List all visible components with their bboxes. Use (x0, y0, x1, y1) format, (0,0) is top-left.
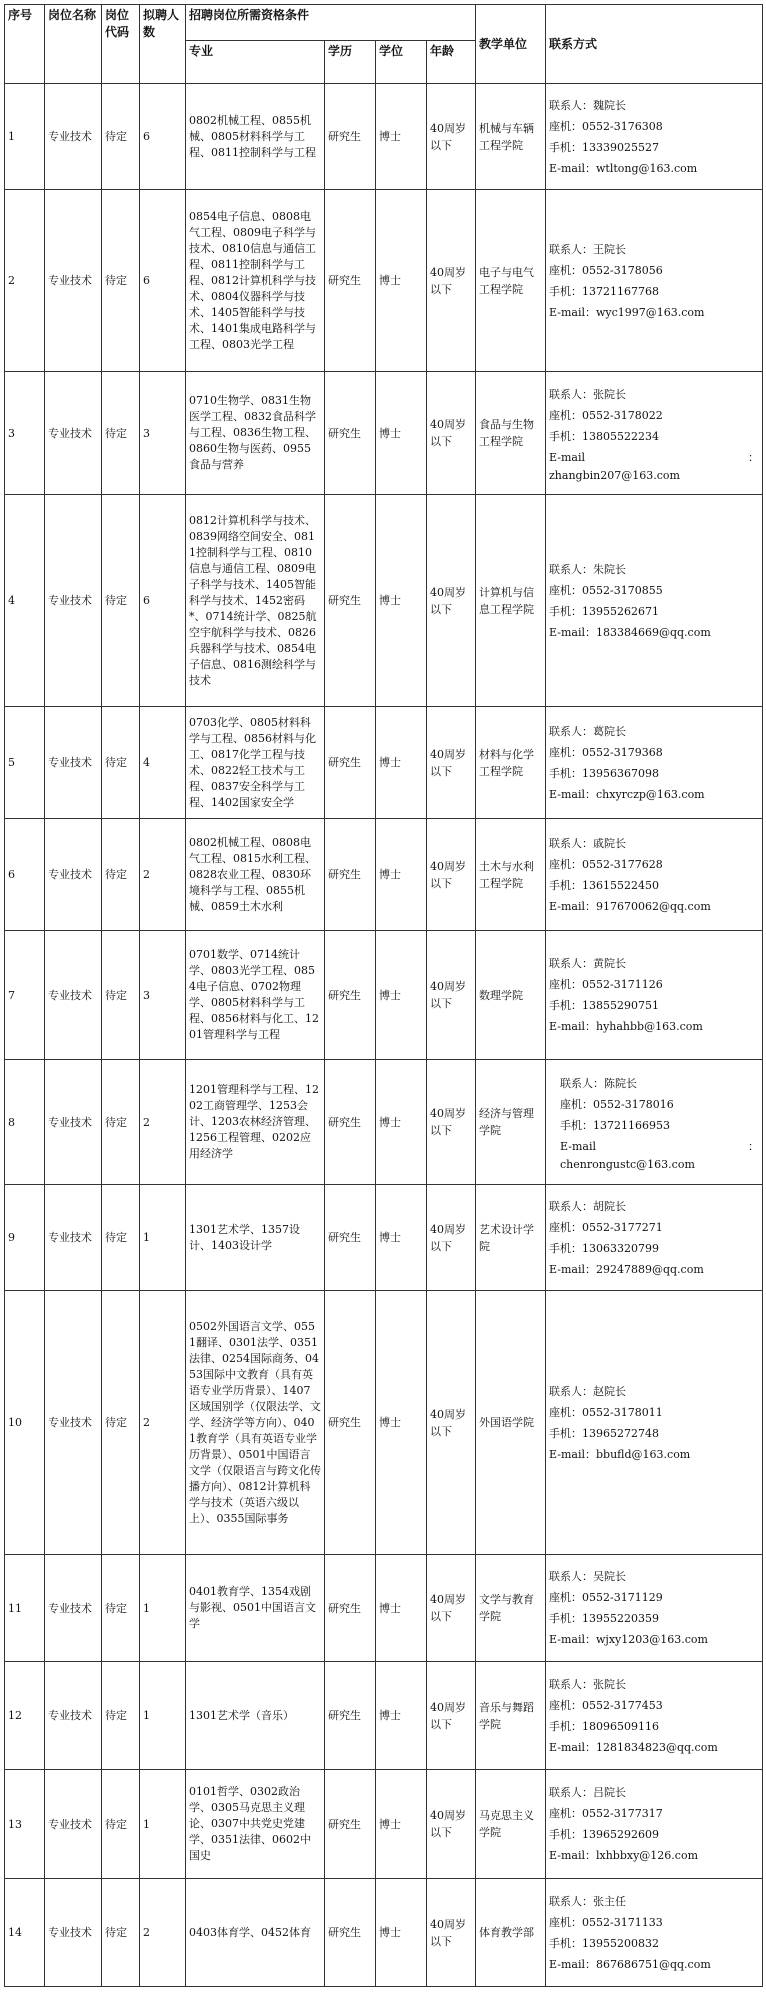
cell-age: 40周岁以下 (427, 707, 476, 819)
cell-education: 研究生 (325, 707, 376, 819)
cell-planned-count: 2 (140, 1060, 186, 1185)
cell-education: 研究生 (325, 1770, 376, 1879)
cell-position-code: 待定 (102, 1770, 140, 1879)
contact-phone: 座机：0552-3170855 (549, 583, 663, 597)
header-position-code: 岗位代码 (102, 5, 140, 84)
contact-phone: 座机：0552-3171133 (549, 1915, 663, 1929)
contact-phone: 座机：0552-3178011 (549, 1405, 663, 1419)
table-row (5, 1185, 763, 1291)
contact-person: 联系人：王院长 (549, 242, 627, 256)
cell-position-name: 专业技术 (45, 1770, 102, 1879)
cell-degree: 博士 (376, 707, 427, 819)
cell-contact (546, 1879, 763, 1987)
cell-contact (546, 1060, 763, 1185)
cell-planned-count: 3 (140, 372, 186, 495)
cell-position-code: 待定 (102, 1879, 140, 1987)
cell-teaching-unit: 外国语学院 (476, 1291, 546, 1555)
cell-major: 0854电子信息、0808电气工程、0809电子科学与技术、0810信息与通信工程、0811控制科学与工程、0812计算机科学与技术、0804仪器科学与技术、1405智能科学与技术、1401集成电路科学与工程、0803光学工程 (186, 190, 325, 372)
contact-mobile: 手机：13805522234 (549, 429, 659, 443)
contact-mobile: 手机：13955262671 (549, 604, 659, 618)
cell-seq: 4 (5, 495, 45, 707)
table-row (5, 1291, 763, 1555)
cell-age: 40周岁以下 (427, 1291, 476, 1555)
cell-teaching-unit: 土木与水利工程学院 (476, 819, 546, 931)
cell-degree: 博士 (376, 372, 427, 495)
table-row (5, 1662, 763, 1770)
cell-position-code: 待定 (102, 707, 140, 819)
cell-education: 研究生 (325, 190, 376, 372)
cell-teaching-unit: 食品与生物工程学院 (476, 372, 546, 495)
cell-planned-count: 4 (140, 707, 186, 819)
cell-degree: 博士 (376, 931, 427, 1060)
cell-major: 0710生物学、0831生物医学工程、0832食品科学与工程、0836生物工程、0860生物与医药、0955食品与营养 (186, 372, 325, 495)
cell-age: 40周岁以下 (427, 84, 476, 190)
cell-teaching-unit: 电子与电气工程学院 (476, 190, 546, 372)
table-row (5, 707, 763, 819)
cell-teaching-unit: 音乐与舞蹈学院 (476, 1662, 546, 1770)
cell-planned-count: 2 (140, 1291, 186, 1555)
cell-teaching-unit: 计算机与信息工程学院 (476, 495, 546, 707)
cell-degree: 博士 (376, 819, 427, 931)
cell-contact (546, 931, 763, 1060)
cell-seq: 9 (5, 1185, 45, 1291)
cell-planned-count: 1 (140, 1555, 186, 1662)
cell-position-name: 专业技术 (45, 707, 102, 819)
header-planned-count: 拟聘人数 (140, 5, 186, 84)
cell-seq: 5 (5, 707, 45, 819)
cell-contact (546, 1770, 763, 1879)
contact-mobile: 手机：13615522450 (549, 878, 659, 892)
cell-degree: 博士 (376, 1185, 427, 1291)
contact-person: 联系人：张主任 (549, 1894, 627, 1908)
cell-seq: 1 (5, 84, 45, 190)
cell-age: 40周岁以下 (427, 372, 476, 495)
cell-contact (546, 707, 763, 819)
cell-education: 研究生 (325, 84, 376, 190)
cell-age: 40周岁以下 (427, 1185, 476, 1291)
cell-major: 1301艺术学、1357设计、1403设计学 (186, 1185, 325, 1291)
contact-email-address: chenrongustc@163.com (560, 1157, 695, 1171)
contact-email (549, 447, 759, 468)
table-body (5, 84, 763, 1987)
cell-position-name: 专业技术 (45, 1879, 102, 1987)
cell-degree: 博士 (376, 1291, 427, 1555)
contact-person: 联系人：吴院长 (549, 1570, 627, 1583)
cell-planned-count: 6 (140, 84, 186, 190)
cell-contact (546, 1555, 763, 1662)
contact-phone: 座机：0552-3177628 (549, 857, 663, 871)
cell-major: 1201管理科学与工程、1202工商管理学、1253会计、1203农林经济管理、1256工程管理、0202应用经济学 (186, 1060, 325, 1185)
contact-person: 联系人：张院长 (549, 1677, 627, 1691)
contact-email: E-mail：chxyrczp@163.com (549, 787, 705, 801)
cell-age: 40周岁以下 (427, 931, 476, 1060)
cell-seq: 7 (5, 931, 45, 1060)
contact-email: E-mail：bbufld@163.com (549, 1447, 691, 1461)
cell-age: 40周岁以下 (427, 1555, 476, 1662)
cell-education: 研究生 (325, 1662, 376, 1770)
table-row (5, 931, 763, 1060)
cell-degree: 博士 (376, 84, 427, 190)
cell-position-code: 待定 (102, 819, 140, 931)
contact-phone: 座机：0552-3177453 (549, 1698, 663, 1712)
contact-person: 联系人：朱院长 (549, 562, 627, 576)
email-separator: ： (748, 450, 760, 464)
cell-education: 研究生 (325, 1060, 376, 1185)
cell-position-name: 专业技术 (45, 84, 102, 190)
cell-degree: 博士 (376, 495, 427, 707)
cell-position-code: 待定 (102, 190, 140, 372)
cell-age: 40周岁以下 (427, 495, 476, 707)
contact-person: 联系人：黄院长 (549, 957, 627, 970)
cell-planned-count: 2 (140, 819, 186, 931)
contact-email: E-mail：183384669@qq.com (549, 625, 711, 639)
cell-age: 40周岁以下 (427, 1879, 476, 1987)
header-seq: 序号 (5, 5, 45, 84)
cell-contact (546, 372, 763, 495)
contact-person: 联系人：陈院长 (560, 1076, 638, 1090)
cell-position-name: 专业技术 (45, 1291, 102, 1555)
contact-person: 联系人：戚院长 (549, 836, 627, 850)
cell-degree: 博士 (376, 1060, 427, 1185)
cell-position-name: 专业技术 (45, 1555, 102, 1662)
cell-planned-count: 1 (140, 1770, 186, 1879)
cell-teaching-unit: 文学与教育学院 (476, 1555, 546, 1662)
cell-major: 1301艺术学（音乐） (186, 1662, 325, 1770)
contact-email-address: zhangbin207@163.com (549, 468, 680, 482)
contact-phone: 座机：0552-3178022 (549, 408, 663, 422)
table-row (5, 1555, 763, 1662)
cell-seq: 2 (5, 190, 45, 372)
cell-position-code: 待定 (102, 1555, 140, 1662)
cell-age: 40周岁以下 (427, 1770, 476, 1879)
cell-major: 0101哲学、0302政治学、0305马克思主义理论、0307中共党史党建学、0351法律、0602中国史 (186, 1770, 325, 1879)
cell-position-name: 专业技术 (45, 1662, 102, 1770)
contact-mobile: 手机：13721166953 (560, 1118, 670, 1132)
email-separator: ： (748, 1139, 760, 1153)
table-row (5, 190, 763, 372)
cell-age: 40周岁以下 (427, 1662, 476, 1770)
contact-person: 联系人：胡院长 (549, 1199, 627, 1213)
cell-planned-count: 1 (140, 1662, 186, 1770)
cell-position-code: 待定 (102, 1185, 140, 1291)
contact-person: 联系人：张院长 (549, 387, 627, 401)
cell-teaching-unit: 马克思主义学院 (476, 1770, 546, 1879)
cell-seq: 10 (5, 1291, 45, 1555)
cell-education: 研究生 (325, 495, 376, 707)
cell-seq: 12 (5, 1662, 45, 1770)
cell-degree: 博士 (376, 1879, 427, 1987)
contact-phone: 座机：0552-3171129 (549, 1591, 663, 1604)
table-row (5, 1060, 763, 1185)
cell-planned-count: 6 (140, 495, 186, 707)
contact-person: 联系人：魏院长 (549, 98, 627, 112)
email-label: E-mail (560, 1139, 596, 1153)
contact-phone: 座机：0552-3178016 (560, 1097, 674, 1111)
contact-phone: 座机：0552-3178056 (549, 263, 663, 277)
cell-major: 0812计算机科学与技术、0839网络空间安全、0811控制科学与工程、0810信息与通信工程、0809电子科学与技术、1405智能科学与技术、1452密码*、0714统计学、0825航空宇航科学与技术、0826兵器科学与技术、0854电子信息、0816测绘科学与技术 (186, 495, 325, 707)
table-row (5, 1770, 763, 1879)
cell-degree: 博士 (376, 1555, 427, 1662)
contact-email: E-mail：867686751@qq.com (549, 1957, 711, 1971)
cell-position-name: 专业技术 (45, 372, 102, 495)
header-major: 专业 (186, 41, 325, 84)
header-degree: 学位 (376, 41, 427, 84)
contact-email: E-mail：wjxy1203@163.com (549, 1633, 708, 1646)
contact-mobile: 手机：13855290751 (549, 999, 659, 1012)
cell-position-code: 待定 (102, 372, 140, 495)
cell-contact (546, 84, 763, 190)
contact-mobile: 手机：13956367098 (549, 766, 659, 780)
table-row (5, 1879, 763, 1987)
cell-teaching-unit: 经济与管理学院 (476, 1060, 546, 1185)
table-row (5, 495, 763, 707)
cell-position-code: 待定 (102, 84, 140, 190)
cell-position-code: 待定 (102, 931, 140, 1060)
cell-seq: 11 (5, 1555, 45, 1662)
contact-mobile: 手机：13721167768 (549, 284, 659, 298)
cell-contact (546, 1662, 763, 1770)
cell-major: 0703化学、0805材料科学与工程、0856材料与化工、0817化学工程与技术、0822轻工技术与工程、0837安全科学与工程、1402国家安全学 (186, 707, 325, 819)
header-teaching-unit: 教学单位 (476, 5, 546, 84)
cell-major: 0403体育学、0452体育 (186, 1879, 325, 1987)
cell-major: 0701数学、0714统计学、0803光学工程、0854电子信息、0702物理学、0805材料科学与工程、0856材料与化工、1201管理科学与工程 (186, 931, 325, 1060)
cell-contact (546, 1291, 763, 1555)
cell-education: 研究生 (325, 1555, 376, 1662)
cell-teaching-unit: 数理学院 (476, 931, 546, 1060)
contact-mobile: 手机：13965272748 (549, 1426, 659, 1440)
header-education: 学历 (325, 41, 376, 84)
contact-mobile: 手机：18096509116 (549, 1719, 659, 1733)
cell-position-code: 待定 (102, 1662, 140, 1770)
cell-position-name: 专业技术 (45, 819, 102, 931)
cell-planned-count: 2 (140, 1879, 186, 1987)
cell-major: 0802机械工程、0808电气工程、0815水利工程、0828农业工程、0830环境科学与工程、0855机械、0859土木水利 (186, 819, 325, 931)
cell-seq: 14 (5, 1879, 45, 1987)
cell-education: 研究生 (325, 1291, 376, 1555)
header-age: 年龄 (427, 41, 476, 84)
cell-position-name: 专业技术 (45, 495, 102, 707)
header-position-name: 岗位名称 (45, 5, 102, 84)
contact-mobile: 手机：13955220359 (549, 1612, 659, 1625)
contact-email: E-mail：29247889@qq.com (549, 1262, 704, 1276)
cell-degree: 博士 (376, 1662, 427, 1770)
contact-mobile: 手机：13965292609 (549, 1828, 659, 1841)
contact-person: 联系人：吕院长 (549, 1786, 627, 1799)
cell-planned-count: 6 (140, 190, 186, 372)
contact-mobile: 手机：13955200832 (549, 1936, 659, 1950)
contact-phone: 座机：0552-3177317 (549, 1807, 663, 1820)
cell-seq: 13 (5, 1770, 45, 1879)
cell-major: 0502外国语言文学、0551翻译、0301法学、0351法律、0254国际商务、0453国际中文教育（具有英语专业学历背景）、1407区域国别学（仅限法学、文学、经济学等方向）、0401教育学（具有英语专业学历背景）、0501中国语言文学（仅限语言与跨文化传播方向）、0812计算机科学与技术（英语六级以上）、0355国际事务 (186, 1291, 325, 1555)
cell-major: 0802机械工程、0855机械、0805材料科学与工程、0811控制科学与工程 (186, 84, 325, 190)
cell-contact (546, 1185, 763, 1291)
contact-email: E-mail：wtltong@163.com (549, 161, 698, 175)
cell-education: 研究生 (325, 931, 376, 1060)
cell-seq: 6 (5, 819, 45, 931)
email-label: E-mail (549, 450, 585, 464)
cell-age: 40周岁以下 (427, 190, 476, 372)
cell-teaching-unit: 体育教学部 (476, 1879, 546, 1987)
cell-teaching-unit: 艺术设计学院 (476, 1185, 546, 1291)
contact-phone: 座机：0552-3177271 (549, 1220, 663, 1234)
cell-education: 研究生 (325, 1879, 376, 1987)
cell-major: 0401教育学、1354戏剧与影视、0501中国语言文学 (186, 1555, 325, 1662)
header-contact: 联系方式 (546, 5, 763, 84)
recruitment-table (4, 4, 763, 1987)
table-row (5, 819, 763, 931)
contact-email (560, 1136, 759, 1157)
contact-phone: 座机：0552-3176308 (549, 119, 663, 133)
cell-seq: 8 (5, 1060, 45, 1185)
contact-email: E-mail：hyhahbb@163.com (549, 1020, 703, 1033)
table-row (5, 84, 763, 190)
cell-position-code: 待定 (102, 1291, 140, 1555)
contact-phone: 座机：0552-3179368 (549, 745, 663, 759)
contact-person: 联系人：赵院长 (549, 1384, 627, 1398)
contact-phone: 座机：0552-3171126 (549, 978, 663, 991)
table-row (5, 372, 763, 495)
cell-contact (546, 495, 763, 707)
cell-position-name: 专业技术 (45, 190, 102, 372)
cell-position-name: 专业技术 (45, 1060, 102, 1185)
contact-email: E-mail：1281834823@qq.com (549, 1740, 718, 1754)
cell-position-name: 专业技术 (45, 931, 102, 1060)
cell-planned-count: 1 (140, 1185, 186, 1291)
cell-age: 40周岁以下 (427, 819, 476, 931)
cell-planned-count: 3 (140, 931, 186, 1060)
cell-education: 研究生 (325, 372, 376, 495)
contact-email: E-mail：lxhbbxy@126.com (549, 1849, 699, 1862)
cell-age: 40周岁以下 (427, 1060, 476, 1185)
cell-teaching-unit: 机械与车辆工程学院 (476, 84, 546, 190)
cell-position-code: 待定 (102, 1060, 140, 1185)
header-conditions: 招聘岗位所需资格条件 (186, 5, 476, 41)
cell-position-code: 待定 (102, 495, 140, 707)
cell-degree: 博士 (376, 190, 427, 372)
cell-contact (546, 819, 763, 931)
cell-teaching-unit: 材料与化学工程学院 (476, 707, 546, 819)
contact-mobile: 手机：13339025527 (549, 140, 659, 154)
contact-person: 联系人：葛院长 (549, 724, 627, 738)
contact-email: E-mail：wyc1997@163.com (549, 305, 705, 319)
cell-contact (546, 190, 763, 372)
cell-position-name: 专业技术 (45, 1185, 102, 1291)
contact-email: E-mail：917670062@qq.com (549, 899, 711, 913)
cell-degree: 博士 (376, 1770, 427, 1879)
cell-education: 研究生 (325, 1185, 376, 1291)
contact-mobile: 手机：13063320799 (549, 1241, 659, 1255)
cell-seq: 3 (5, 372, 45, 495)
cell-education: 研究生 (325, 819, 376, 931)
